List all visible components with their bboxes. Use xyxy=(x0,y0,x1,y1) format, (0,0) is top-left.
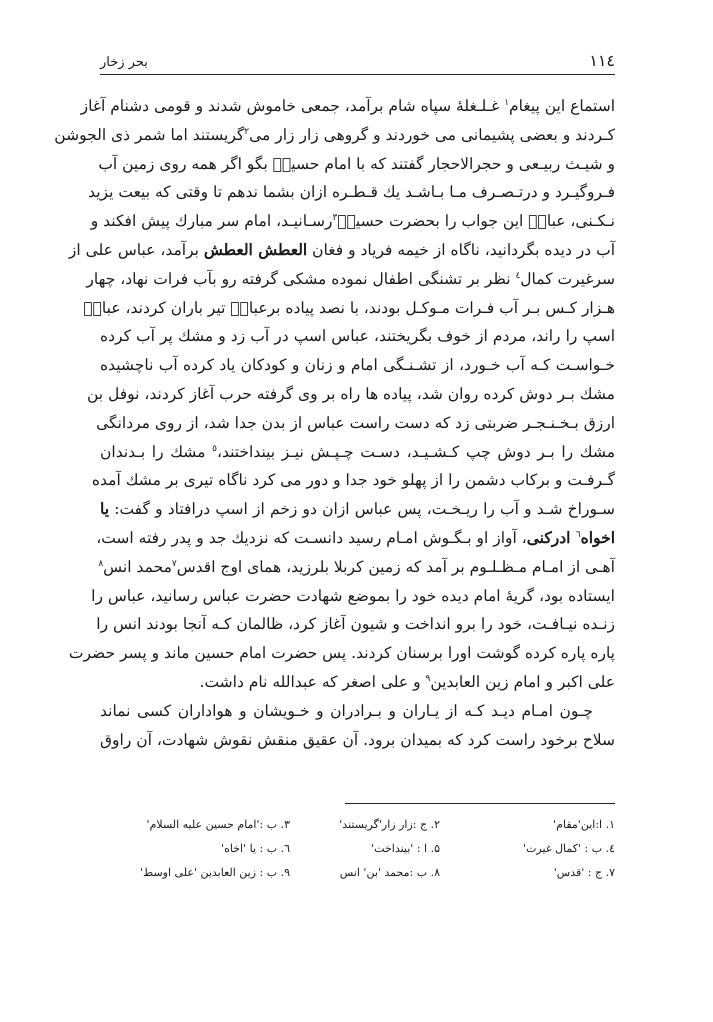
footnote-row xyxy=(100,812,615,836)
text-line: علی اکبر و امام زین العابدین$^۹$ و علی اصغر که عبدالله نام داشت. xyxy=(199,672,615,691)
text-line: هـزار کـس بـر آب فـرات مـوکـل بودند، با نصد پیاده برعباسؓ تیر باران کردند، عباسؓ xyxy=(83,298,615,317)
text-line: خـواسـت کـه آب خـورد، از تشـنـگی امام و زنان و کودکان یاد کرده آب ناچشیده xyxy=(100,356,615,375)
footnote-row xyxy=(100,836,615,860)
text-line: نـکـنی، عباسؓ این جواب را بحضرت حسینؑ$^۳$رسـانیـد، امام سر مبارك پیش افکند و xyxy=(90,212,615,231)
footnote: ۳. ب :'امام حسین علیه السلام' xyxy=(146,817,290,831)
footnote: ۱. ا:این'مقام' xyxy=(553,817,615,831)
running-title: بحر زخار xyxy=(100,55,148,70)
footnote: ٤. ب : 'کمال غیرت' xyxy=(523,841,615,855)
text-line: آهـی از امـام مـظـلـوم بر آمد که زمین کربلا بلرزید، همای اوج اقدس$^۷$محمد انس$^۸$ xyxy=(98,557,615,576)
text-line: استماع این پیغام$^۱$ غـلـغلهٔ سپاه شام برآمد، جمعی خاموش شدند و قومی دشنام آغاز xyxy=(80,97,615,115)
footnote-row xyxy=(100,860,615,884)
text-line: مشك بـر دوش کرده روان شد، پیاده ها راه بر وی گرفته حرب آغاز کردند، نوفل بن xyxy=(86,384,615,403)
footnotes xyxy=(100,812,615,884)
text-line: ارزق بـخـنـجـر ضربتی زد که دست راست عباس از بدن جدا شد، از روی مردانگی xyxy=(96,413,615,432)
text-line: سـوراخ شـد و آب را ریـخـت، پس عباس ازان دو زخم از اسپ درافتاد و گفت: یا xyxy=(100,499,615,519)
text-line: مشك را بـر دوش چپ کـشـیـد، دسـت چـپـش نیـز بینداختند،$^٥$ مشك را بـدندان xyxy=(100,442,616,461)
page-header xyxy=(100,44,615,75)
body-text xyxy=(54,92,616,754)
text-line: گـرفـت و برکاب دشمن را از پهلو خود جدا و دور می کرد ناگاه تیری بر مشك آمده xyxy=(91,471,615,490)
text-line: اسپ را راند، مردم از خوف بگریختند، عباس اسپ در آب زد و مشك پر آب کرده xyxy=(100,327,615,346)
page-number: ۱۱٤ xyxy=(589,51,615,70)
footnote: ۷. ج : 'قدس' xyxy=(553,865,615,879)
footnote-divider xyxy=(345,803,615,804)
text-line: و شیـث ربیـعی و حجرالاحجار گفتند که با امام حسینؑ بگو اگر همه روی زمین آب xyxy=(98,154,615,173)
text-line: سلاح برخود راست کرد که بمیدان برود. آن عقیق منقش نقوش شهادت، آن راوق xyxy=(100,730,615,749)
text-line: ایستاده بود، گریهٔ امام دیده خود را بموضع شهادت حضرت عباس رسانید، عباس را xyxy=(91,586,615,605)
text-line: کـردند و بعضی پشیمانی می خوردند و گروهی زار زار می$^۲$گریستند اما شمر ذی الجوشن xyxy=(54,125,615,144)
footnote: ۸. ب :محمد 'بن' انس xyxy=(339,865,440,879)
paragraph-start-line: چـون امـام دیـد کـه از یـاران و بـرادران و خـویشان و هواداران کسی نماند xyxy=(100,701,593,720)
text-line: سرغیرت کمال$^٤$ نظر بر تشنگی اطفال نموده مشکی گرفته رو بآب فرات نهاد، چهار xyxy=(86,269,615,288)
footnote: ۵. ا : 'بینداخت' xyxy=(371,841,440,855)
footnote: ٦. ب : یا 'اخاه' xyxy=(221,841,290,855)
footnote: ۹. ب : زین العابدین 'علی اوسط' xyxy=(140,865,290,879)
text-line: آب در دیده بگردانید، ناگاه از خیمه فریاد و فغان العطش العطش برآمد، عباس علی از xyxy=(68,239,615,259)
footnote: ۲. ج :زار زار'گریستند' xyxy=(339,817,440,831)
text-line: فـروگیـرد و درتـصـرف مـا بـاشـد یك قـطـره ازان بشما ندهم تا وقتی که بیعت یزید xyxy=(88,183,615,202)
text-line: زنـده نیـافـت، خود را برو انداخت و شیون آغاز کرد، ظالمان کـه آنجا بودند انس را xyxy=(96,615,615,634)
text-line: اخواه$^٦$ ادرکنی، آواز او بـگـوش امـام رسید دانسـت که نزدیك جد و پدر رفته است، xyxy=(96,527,615,547)
text-line: پاره پاره کرده گوشت اورا برسنان کردند. پس حضرت امام حسین ماند و پسر حضرت xyxy=(68,644,615,663)
